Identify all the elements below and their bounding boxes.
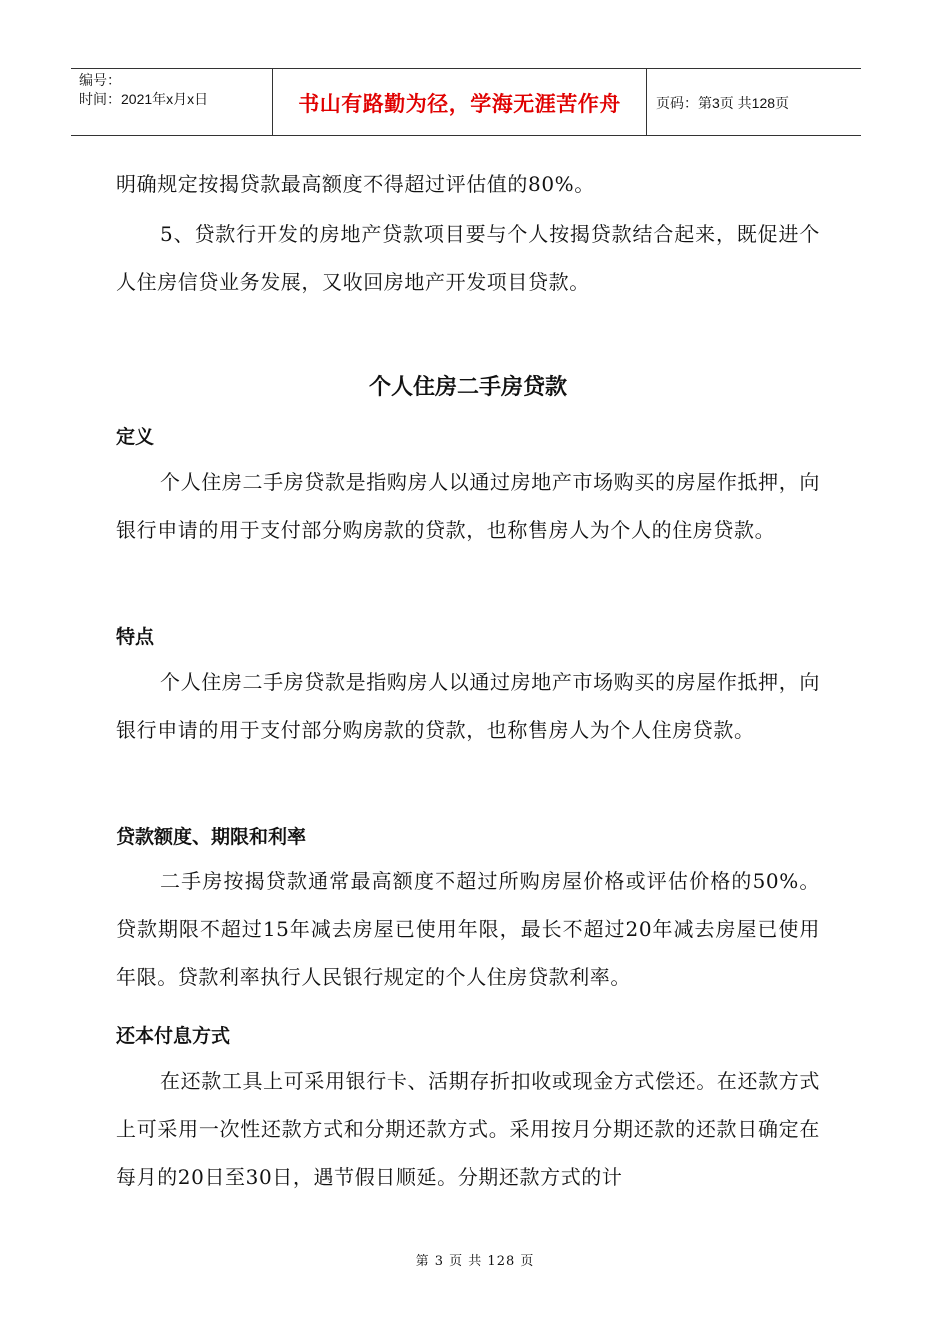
paragraph-text: 5、贷款行开发的房地产贷款项目要与个人按揭贷款结合起来，既促进个人住房信贷业务发展，又收回房地产开发项目贷款。 [116,222,820,294]
features-paragraph [116,658,820,754]
page-number-label: 页码：第3页 共128页 [656,95,790,111]
header-motto-cell [273,69,647,135]
heading-amount-term-rate: 贷款额度、期限和利率 [116,826,307,848]
header-page-cell [647,69,861,135]
paragraph-text: 在还款工具上可采用银行卡、活期存折扣收或现金方式偿还。在还款方式上可采用一次性还款方式和分期还款方式。采用按月分期还款的还款日确定在每月的20日至30日，遇节假日顺延。分期还款方式的计 [116,1069,820,1189]
repayment-paragraph [116,1057,820,1201]
paragraph-text: 明确规定按揭贷款最高额度不得超过评估值的80%。 [116,172,595,196]
heading-definition: 定义 [116,426,155,448]
heading-repayment: 还本付息方式 [116,1025,231,1047]
motto-text: 书山有路勤为径，学海无涯苦作舟 [298,92,621,116]
paragraph-text: 个人住房二手房贷款是指购房人以通过房地产市场购买的房屋作抵押，向银行申请的用于支付部分购房款的贷款，也称售房人为个人住房贷款。 [116,670,820,742]
definition-paragraph [116,458,820,554]
page-footer: 第 3 页 共 128 页 [415,1254,535,1269]
header-meta [71,69,273,135]
date-label: 时间：2021年x月x日 [79,91,209,107]
section-title: 个人住房二手房贷款 [368,375,567,400]
paragraph-text: 个人住房二手房贷款是指购房人以通过房地产市场购买的房屋作抵押，向银行申请的用于支付部分购房款的贷款，也称售房人为个人的住房贷款。 [116,470,820,542]
amount-term-rate-paragraph [116,857,820,1001]
heading-features: 特点 [116,626,155,648]
continued-paragraph [116,160,820,208]
item-5-paragraph [116,210,820,306]
paragraph-text: 二手房按揭贷款通常最高额度不超过所购房屋价格或评估价格的50%。贷款期限不超过15年减去房屋已使用年限，最长不超过20年减去房屋已使用年限。贷款利率执行人民银行规定的个人住房贷款利率。 [116,869,820,989]
serial-number-label: 编号： [79,72,121,88]
page-header [71,68,861,136]
